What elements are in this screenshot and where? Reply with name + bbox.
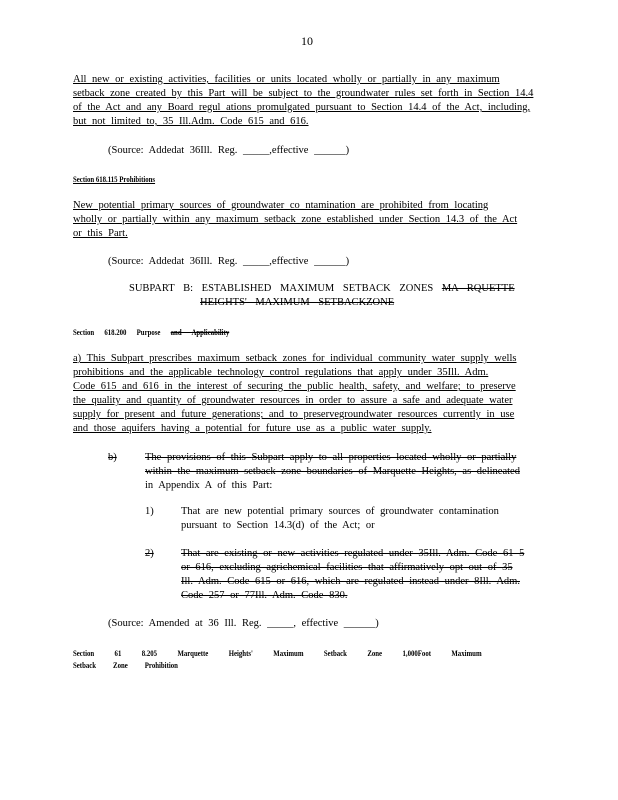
para3-line4: the quality and quantity of groundwater resources in order to assure a safe and adequate water [73,395,513,406]
subpart-struck-marquette: MA RQUETTE [441,283,515,294]
section-618-115-heading: Section 618.115 Prohibitions [73,175,156,184]
para3-line3: Code 615 and 616 in the interest of securing the public health, safety, and welfare; to preserve [73,381,516,392]
para2-line3: or this Part. [73,228,128,239]
item-1-line1: That are new potential primary sources of groundwater contamination [181,506,499,517]
item-1-marker: 1) [145,506,154,517]
item-2-line1: That are existing or new activities regulated under 35Ill. Adm. Code 61 5 [181,548,525,559]
subpart-title: SUBPART B: ESTABLISHED MAXIMUM SETBACK ZONES [129,283,434,294]
subpart-struck-line2: HEIGHTS' MAXIMUM SETBACKZONE [200,297,395,308]
section-618-200-struck: and Applicability [170,328,230,337]
section-618-205-line1: Section 61 8.205 Marquette Heights' Maximum Setback Zone 1,000Foot Maximum [73,649,482,658]
para2-line2: wholly or partially within any maximum setback zone established under Section 14.3 of the Act [73,214,518,225]
para3-line6: and those aquifers having a potential for future use as a public water supply. [73,423,432,434]
section-618-200-heading [73,326,229,339]
item-2-marker: 2) [145,548,154,559]
para1-line4: but not limited to, 35 Ill.Adm. Code 615 and 616. [73,116,309,127]
section-618-200-title: Section 618.200 Purpose [73,328,161,337]
page-number: 10 [301,34,313,48]
item-b-marker: b) [108,452,117,463]
para1-line1: All new or existing activities, facilities or units located wholly or partially in any maximum [73,74,500,85]
para1-line2: setback zone created by this Part will be subject to the groundwater rules set forth in Section 14.4 [73,88,534,99]
para2-line1: New potential primary sources of groundwater co ntamination are prohibited from locating [73,200,489,211]
source-note-2: (Source: Addedat 36Ill. Reg. _____,effective ______) [108,256,350,267]
item-2-line2: or 616, excluding agrichemical facilities that affirmatively opt out of 35 [181,562,513,573]
subpart-line1 [129,282,515,295]
para3-line1: a) This Subpart prescribes maximum setback zones for individual community water supply wells [73,353,517,364]
para3-line5: supply for present and future generations; and to preservegroundwater resources currently in use [73,409,515,420]
para1-line3: of the Act and any Board regul ations promulgated pursuant to Section 14.4 of the Act, including, [73,102,531,113]
source-note-1: (Source: Addedat 36Ill. Reg. _____,effective ______) [108,145,350,156]
section-618-205-line2: Setback Zone Prohibition [73,661,178,670]
para3-line2: prohibitions and the applicable technology control regulations that apply under 35Ill. Adm. [73,367,489,378]
source-note-3: (Source: Amended at 36 Ill. Reg. _____, effective ______) [108,618,379,629]
item-b-line3: in Appendix A of this Part: [145,480,273,491]
item-2-line4: Code 257 or 77Ill. Adm. Code 830. [181,590,348,601]
item-b-line2: within the maximum setback zone boundaries of Marquette Heights, as delineated [145,466,520,477]
item-1-line2: pursuant to Section 14.3(d) of the Act; or [181,520,375,531]
item-b-line1: The provisions of this Subpart apply to all properties located wholly or partially [145,452,517,463]
item-2-line3: Ill. Adm. Code 615 or 616, which are regulated instead under 8Ill. Adm. [181,576,520,587]
